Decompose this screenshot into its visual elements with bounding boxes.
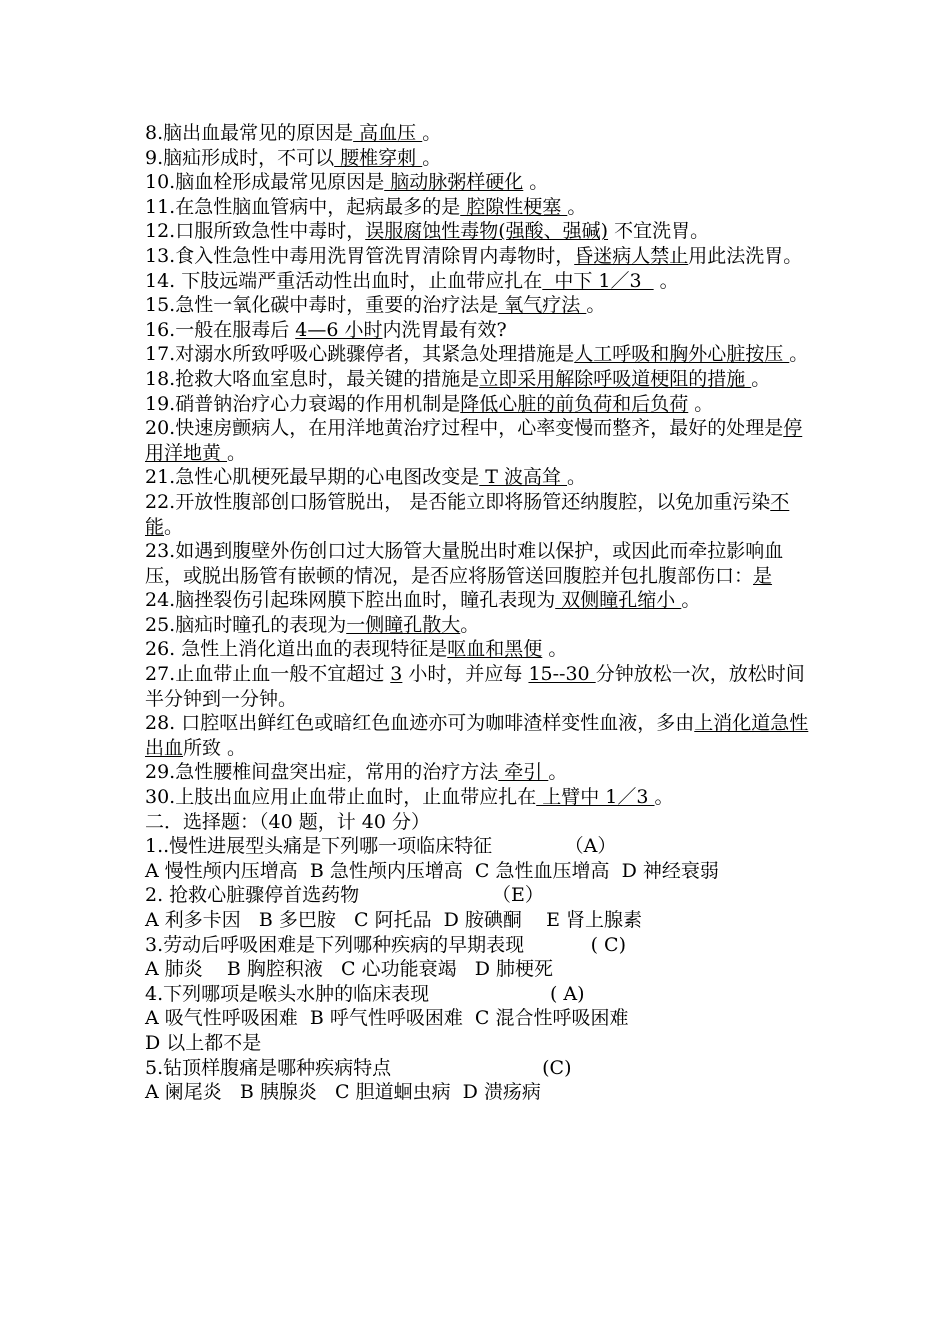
fill-item-26: 26. 急性上消化道出血的表现特征是呕血和黑便 。 bbox=[145, 638, 568, 661]
fill-item-18: 18.抢救大咯血室息时，最关键的措施是立即采用解除呼吸道梗阻的措施 。 bbox=[145, 367, 771, 390]
choice-answer-3: ( C) bbox=[590, 933, 626, 956]
answer-9: 腰椎穿刺 bbox=[334, 146, 423, 169]
answer-18: 立即采用解除呼吸道梗阻的措施 bbox=[479, 367, 752, 390]
fill-item-30: 30.上肢出血应用止血带止血时，止血带应扎在 上臂中 1／3 。 bbox=[145, 786, 674, 809]
answer-20: 停用洋地黄 bbox=[145, 417, 803, 464]
fill-item-11: 11.在急性脑血管病中，起病最多的是 腔隙性梗塞 。 bbox=[145, 195, 587, 218]
choice-options-2: A 利多卡因 B 多巴胺 C 阿托品 D 胺碘酮 E 肾上腺素 bbox=[145, 909, 642, 931]
choice-answer-4: ( A) bbox=[549, 982, 585, 1005]
fill-item-19: 19.硝普钠治疗心力衰竭的作用机制是降低心脏的前负荷和后负荷 。 bbox=[145, 392, 714, 415]
answer-14: 中下 1／3 bbox=[542, 269, 654, 292]
answer-30: 上臂中 1／3 bbox=[536, 786, 655, 809]
answer-22: 不能 bbox=[145, 490, 790, 538]
fill-item-24: 24.脑挫裂伤引起珠网膜下腔出血时，瞳孔表现为 双侧瞳孔缩小 。 bbox=[145, 589, 701, 612]
choice-question-2: 2. 抢救心脏骤停首选药物 （E） bbox=[145, 884, 544, 907]
fill-item-21: 21.急性心肌梗死最早期的心电图改变是 T 波高耸 。 bbox=[145, 466, 587, 489]
answer-23: 是 bbox=[753, 564, 773, 587]
answer-19: 降低心脏的前负荷和后负荷 bbox=[460, 392, 689, 415]
answer-13: 昏迷病人禁止 bbox=[574, 244, 689, 267]
answer-29: 牵引 bbox=[498, 761, 549, 784]
fill-item-12: 12.口服所致急性中毒时，误服腐蚀性毒物(强酸、强碱) 不宜洗胃。 bbox=[145, 220, 710, 243]
answer-15: 氧气疗法 bbox=[498, 294, 587, 317]
fill-item-23: 23.如遇到腹壁外伤创口过大肠管大量脱出时难以保护，或因此而牵拉影响血压，或脱出肠管有嵌顿的情况，是否应将肠管送回腹腔并包扎腹部伤口：是 bbox=[145, 540, 784, 587]
fill-item-28: 28. 口腔呕出鲜红色或暗红色血迹亦可为咖啡渣样变性血液，多由上消化道急性出血所致 。 bbox=[145, 712, 809, 759]
choice-question-5: 5.钻顶样腹痛是哪种疾病特点 (C) bbox=[145, 1056, 572, 1079]
choice-options-4b: D 以上都不是 bbox=[145, 1031, 262, 1054]
answer-16: 4—6 小时 bbox=[295, 318, 383, 341]
choice-options-3: A 肺炎 B 胸腔积液 C 心功能衰竭 D 肺梗死 bbox=[145, 958, 554, 981]
document-page bbox=[145, 121, 810, 1105]
answer-27a: 3 bbox=[390, 663, 403, 686]
choice-options-5: A 阑尾炎 B 胰腺炎 C 胆道蛔虫病 D 溃疡病 bbox=[145, 1081, 541, 1104]
answer-10: 脑动脉粥样硬化 bbox=[384, 171, 524, 194]
choice-question-1: 1..慢性进展型头痛是下列哪一项临床特征 （A） bbox=[145, 835, 617, 858]
fill-item-16: 16.一般在服毒后 4—6 小时内洗胃最有效? bbox=[145, 318, 507, 341]
answer-28: 上消化道急性出血 bbox=[145, 712, 809, 759]
fill-item-29: 29.急性腰椎间盘突出症，常用的治疗方法 牵引 。 bbox=[145, 761, 568, 784]
answer-17: 人工呼吸和胸外心脏按压 bbox=[574, 343, 790, 366]
fill-item-15: 15.急性一氧化碳中毒时，重要的治疗法是 氧气疗法 。 bbox=[145, 294, 606, 317]
choice-answer-2: （E） bbox=[492, 884, 544, 907]
choice-answer-1: （A） bbox=[564, 835, 617, 858]
choice-answer-5: (C) bbox=[542, 1056, 572, 1079]
fill-item-20: 20.快速房颤病人，在用洋地黄治疗过程中，心率变慢而整齐，最好的处理是停用洋地黄 。 bbox=[145, 417, 803, 464]
fill-item-10: 10.脑血栓形成最常见原因是 脑动脉粥样硬化 。 bbox=[145, 171, 549, 194]
fill-item-17: 17.对溺水所致呼吸心跳骤停者，其紧急处理措施是人工呼吸和胸外心脏按压 。 bbox=[145, 343, 809, 366]
fill-item-8: 8.脑出血最常见的原因是 高血压 。 bbox=[145, 122, 442, 144]
answer-26: 呕血和黑便 bbox=[447, 638, 543, 661]
choice-question-4: 4.下列哪项是喉头水肿的临床表现 ( A) bbox=[145, 982, 585, 1005]
answer-12: 误服腐蚀性毒物(强酸、强碱) bbox=[365, 220, 609, 243]
fill-item-22: 22.开放性腹部创口肠管脱出， 是否能立即将肠管还纳腹腔，以免加重污染不能。 bbox=[145, 490, 790, 538]
answer-11: 腔隙性梗塞 bbox=[460, 195, 568, 218]
fill-item-27: 27.止血带止血一般不宜超过 3 小时，并应每 15--30 分钟放松一次，放松时间半分钟到一分钟。 bbox=[145, 663, 805, 710]
answer-27b: 15--30 bbox=[528, 663, 596, 686]
answer-25: 一侧瞳孔散大 bbox=[346, 613, 461, 636]
choice-options-4a: A 吸气性呼吸困难 B 呼气性呼吸困难 C 混合性呼吸困难 bbox=[145, 1007, 629, 1030]
fill-item-14: 14. 下肢远端严重活动性出血时，止血带应扎在 中下 1／3 。 bbox=[145, 269, 679, 292]
answer-24: 双侧瞳孔缩小 bbox=[555, 589, 682, 612]
answer-8: 高血压 bbox=[353, 122, 423, 144]
choice-question-3: 3.劳动后呼吸困难是下列哪种疾病的早期表现 ( C) bbox=[145, 933, 626, 956]
fill-item-13: 13.食入性急性中毒用洗胃管洗胃清除胃内毒物时，昏迷病人禁止用此法洗胃。 bbox=[145, 244, 803, 267]
fill-item-25: 25.脑疝时瞳孔的表现为一侧瞳孔散大。 bbox=[145, 613, 480, 636]
choice-options-1: A 慢性颅内压增高 B 急性颅内压增高 C 急性血压增高 D 神经衰弱 bbox=[145, 859, 719, 882]
fill-item-9: 9.脑疝形成时，不可以 腰椎穿刺 。 bbox=[145, 146, 442, 169]
section-title: 二．选择题：（40 题，计 40 分） bbox=[145, 810, 430, 833]
answer-21: T 波高耸 bbox=[479, 466, 568, 489]
